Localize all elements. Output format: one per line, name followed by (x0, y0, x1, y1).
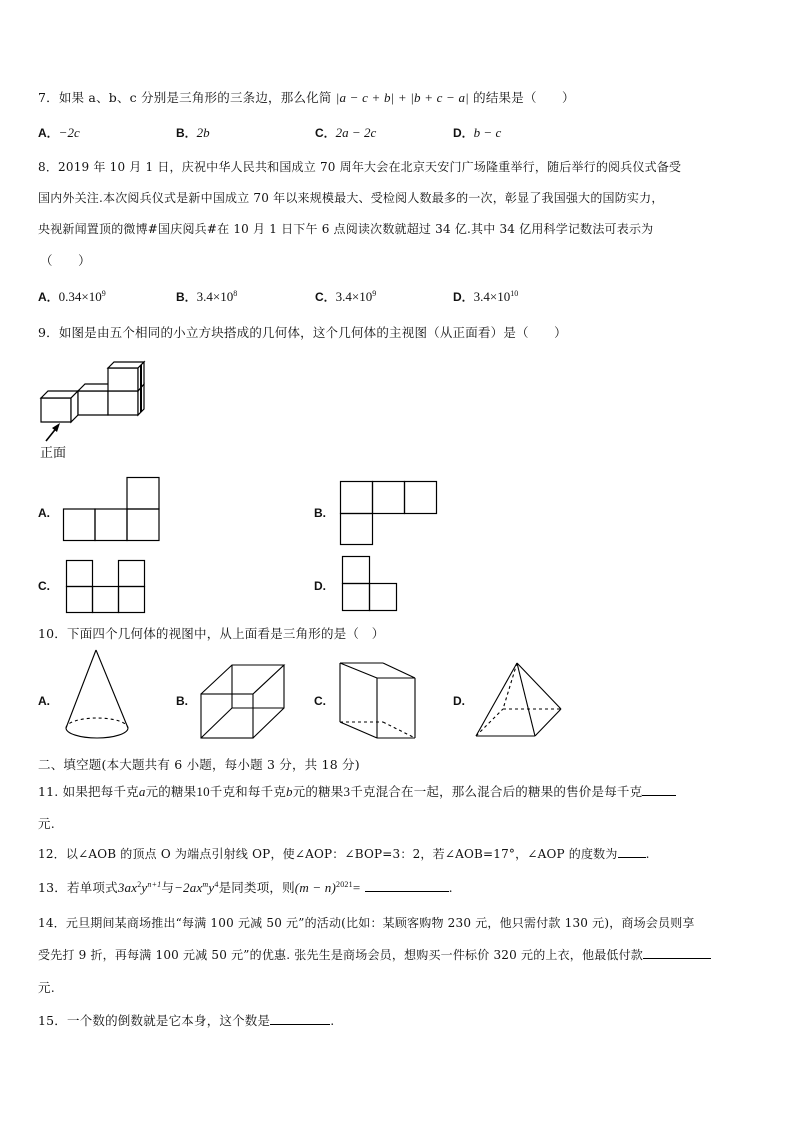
q10-option-b-label[interactable]: B. (176, 694, 188, 708)
q10-option-d-label[interactable]: D. (453, 694, 465, 708)
q9-option-a-figure (63, 477, 163, 541)
q11-line-2: 元. (38, 816, 55, 831)
q9-option-b-label[interactable]: B. (314, 506, 326, 520)
q9-option-c-label[interactable]: C. (38, 579, 50, 593)
q9-front-label: 正面 (40, 446, 67, 461)
q7-tail: 的结果是（ ） (473, 90, 575, 105)
q11-answer-blank[interactable] (642, 783, 676, 796)
q10-option-d-pyramid (473, 660, 568, 740)
q10-stem: 10．下面四个几何体的视图中，从上面看是三角形的是（ ） (38, 626, 385, 641)
q10-option-c-prism (337, 660, 422, 745)
q8-option-c[interactable]: C．$3.4\times 10^9$ (315, 288, 377, 304)
section-2-heading: 二、填空题(本大题共有 6 小题，每小题 3 分，共 18 分) (38, 757, 360, 772)
q13-stem: 13．若单项式$3ax^2y^{n+1}$与$-2ax^my^4$是同类项，则$(m - n)^{2021}=$ . (38, 879, 453, 895)
q8-option-d[interactable]: D．$3.4\times 10^{10}$ (453, 288, 519, 304)
q8-line-3: 央视新闻置顶的微博#国庆阅兵#在 10 月 1 日下午 6 点阅读次数就超过 34 亿.其中 34 亿用科学记数法可表示为 (38, 222, 654, 236)
q12-stem: 12．以∠AOB 的顶点 O 为端点引射线 OP，使∠AOP：∠BOP=3：2，若∠AOB=17°，∠AOP 的度数为 . (38, 847, 650, 861)
q9-stem: 9．如图是由五个相同的小立方块搭成的几何体，这个几何体的主视图（从正面看）是（ ） (38, 325, 567, 340)
q8-line-2: 国内外关注.本次阅兵仪式是新中国成立 70 年以来规模最大、受检阅人数最多的一次，彰显了我国强大的国防实力， (38, 191, 664, 205)
q14-line-2: 受先打 9 折，再每满 100 元减 50 元”的优惠. 张先生是商场会员，想购买一件标价 320 元的上衣，他最低付款 (38, 946, 711, 963)
q10-option-c-label[interactable]: C. (314, 694, 326, 708)
q9-option-b-figure (340, 481, 440, 545)
q9-option-d-figure (342, 556, 402, 614)
q14-line-3: 元. (38, 980, 55, 995)
q12-answer-blank[interactable] (618, 845, 646, 858)
q8-option-a[interactable]: A．$0.34\times 10^9$ (38, 288, 106, 304)
q9-option-d-label[interactable]: D. (314, 579, 326, 593)
q15-stem: 15．一个数的倒数就是它本身，这个数是 . (38, 1013, 335, 1028)
q7-option-a[interactable]: A．−2c (38, 125, 80, 140)
q9-option-c-figure (66, 560, 156, 616)
q8-line-4: （ ） (40, 253, 91, 268)
q8-line-1: 8．2019 年 10 月 1 日，庆祝中华人民共和国成立 70 周年大会在北京天安门广场隆重举行，随后举行的阅兵仪式备受 (38, 160, 682, 174)
q10-option-a-label[interactable]: A. (38, 694, 50, 708)
q13-answer-blank[interactable] (365, 879, 449, 892)
q14-line-1: 14．元旦期间某商场推出“每满 100 元减 50 元”的活动(比如：某顾客购物 230 元，他只需付款 130 元)，商场会员则享 (38, 916, 695, 930)
q9-option-a-label[interactable]: A. (38, 506, 50, 520)
q7-option-c[interactable]: C．2a − 2c (315, 125, 377, 140)
q8-option-b[interactable]: B．$3.4\times 10^8$ (176, 288, 238, 304)
q7-stem (38, 88, 575, 106)
q7-option-b[interactable]: B．2b (176, 125, 210, 140)
q10-option-b-box (198, 662, 293, 742)
q15-answer-blank[interactable] (270, 1012, 330, 1025)
q7-option-d[interactable]: D．b − c (453, 125, 502, 140)
q10-option-a-cone (64, 648, 134, 748)
q14-answer-blank[interactable] (643, 946, 711, 959)
q7-expression: |a − c + b| + |b + c − a| (335, 90, 469, 105)
q7-text: 7．如果 a、b、c 分别是三角形的三条边，那么化简 (38, 90, 332, 105)
q11-line-1: 11. 如果把每千克a元的糖果10千克和每千克b元的糖果3千克混合在一起，那么混合后的糖果的售价是每千克 (38, 782, 676, 800)
